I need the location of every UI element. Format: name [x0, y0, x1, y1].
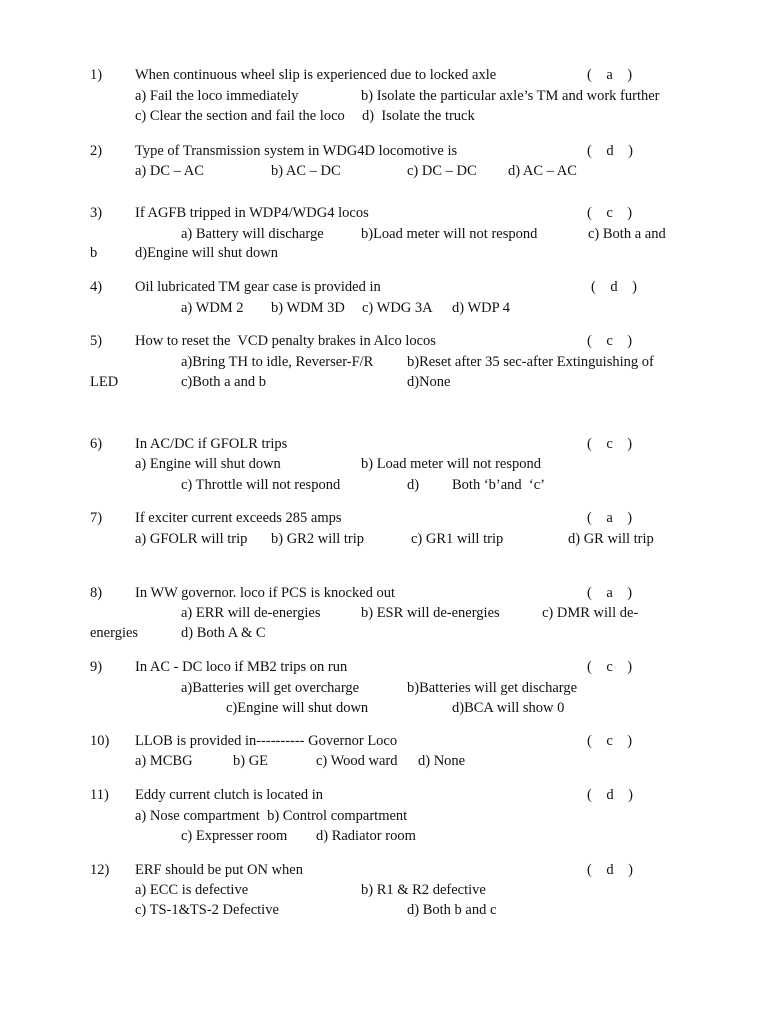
- option-d: d) Both b and c: [407, 902, 497, 918]
- option-a: a) MCBG: [135, 753, 193, 769]
- option-b: b)Reset after 35 sec-after Extinguishing of: [407, 354, 654, 370]
- option-b: b) AC – DC: [271, 163, 341, 179]
- option-b: b) Load meter will not respond: [361, 456, 541, 472]
- answer-key: ( c ): [587, 659, 633, 675]
- option-b: b) R1 & R2 defective: [361, 882, 486, 898]
- question-number: 2): [90, 143, 103, 159]
- option-a: a)Bring TH to idle, Reverser-F/R: [181, 354, 374, 370]
- option-d: d) None: [418, 753, 466, 769]
- option-a: a)Batteries will get overcharge: [181, 680, 360, 696]
- question-number: 10): [90, 733, 110, 749]
- option-b: b)Batteries will get discharge: [407, 680, 578, 696]
- question-number: 7): [90, 510, 103, 526]
- question-text: Type of Transmission system in WDG4D locomotive is: [135, 143, 458, 159]
- option-d: d)None: [407, 374, 451, 390]
- answer-key: ( d ): [591, 279, 637, 295]
- option-c-wrap: energies: [90, 625, 139, 641]
- question-text: In AC - DC loco if MB2 trips on run: [135, 659, 348, 675]
- option-c: c) DC – DC: [407, 163, 477, 179]
- answer-key: ( d ): [587, 787, 633, 803]
- answer-key: ( c ): [587, 733, 633, 749]
- option-c: c)Engine will shut down: [226, 700, 369, 716]
- question-text: LLOB is provided in---------- Governor Loco: [135, 733, 398, 749]
- question-text: Oil lubricated TM gear case is provided in: [135, 279, 381, 295]
- answer-key: ( c ): [587, 436, 633, 452]
- answer-key: ( a ): [587, 67, 633, 83]
- question-number: 4): [90, 279, 103, 295]
- option-c: c) DMR will de-: [542, 605, 639, 621]
- question-text: If exciter current exceeds 285 amps: [135, 510, 342, 526]
- answer-key: ( d ): [587, 862, 633, 878]
- option-c: c) GR1 will trip: [411, 531, 504, 547]
- option-a: a) Engine will shut down: [135, 456, 281, 472]
- answer-key: ( a ): [587, 585, 633, 601]
- question-text: When continuous wheel slip is experienced due to locked axle: [135, 67, 497, 83]
- question-number: 3): [90, 205, 103, 221]
- question-text: If AGFB tripped in WDP4/WDG4 locos: [135, 205, 369, 221]
- question-text: ERF should be put ON when: [135, 862, 303, 878]
- option-c: c) Clear the section and fail the loco: [135, 108, 345, 124]
- option-b-wrap: LED: [90, 374, 119, 390]
- option-d: d)Engine will shut down: [135, 245, 278, 261]
- question-number: 11): [90, 787, 109, 803]
- question-number: 6): [90, 436, 103, 452]
- option-a: a) GFOLR will trip: [135, 531, 248, 547]
- answer-key: ( a ): [587, 510, 633, 526]
- option-a: a) DC – AC: [135, 163, 204, 179]
- question-text: In WW governor. loco if PCS is knocked out: [135, 585, 396, 601]
- option-c-wrap: b: [90, 245, 98, 261]
- option-b: b) GE: [233, 753, 269, 769]
- option-b: b) ESR will de-energies: [361, 605, 500, 621]
- option-d: d) WDP 4: [452, 300, 510, 316]
- option-b: b) Isolate the particular axle’s TM and work further: [361, 88, 660, 104]
- option-c: c) Both a and: [588, 226, 666, 242]
- option-c: c) TS-1&TS-2 Defective: [135, 902, 279, 918]
- question-text: In AC/DC if GFOLR trips: [135, 436, 288, 452]
- option-d: d) GR will trip: [568, 531, 654, 547]
- answer-key: ( c ): [587, 333, 633, 349]
- answer-key: ( d ): [587, 143, 633, 159]
- question-number: 9): [90, 659, 103, 675]
- option-d: d)BCA will show 0: [452, 700, 565, 716]
- option-a: a) Battery will discharge: [181, 226, 324, 242]
- question-number: 8): [90, 585, 103, 601]
- question-number: 1): [90, 67, 103, 83]
- option-c: c) Expresser room: [181, 828, 288, 844]
- option-a: a) WDM 2: [181, 300, 244, 316]
- option-d: d) Radiator room: [316, 828, 416, 844]
- option-c: c) Wood ward: [316, 753, 398, 769]
- option-d: d) Isolate the truck: [362, 108, 475, 124]
- option-d: d) AC – AC: [508, 163, 577, 179]
- option-b: b) GR2 will trip: [271, 531, 365, 547]
- option-a: a) ECC is defective: [135, 882, 249, 898]
- question-number: 5): [90, 333, 103, 349]
- option-b: b) WDM 3D: [271, 300, 345, 316]
- option-a-b: a) Nose compartment b) Control compartment: [135, 808, 408, 824]
- option-b: b)Load meter will not respond: [361, 226, 538, 242]
- option-d: d) Both A & C: [181, 625, 266, 641]
- answer-key: ( c ): [587, 205, 633, 221]
- option-d-label: d): [407, 477, 420, 493]
- option-c: c) WDG 3A: [362, 300, 433, 316]
- option-c: c) Throttle will not respond: [181, 477, 341, 493]
- option-a: a) Fail the loco immediately: [135, 88, 299, 104]
- question-number: 12): [90, 862, 110, 878]
- option-d: Both ‘b’and ‘c’: [452, 477, 546, 493]
- question-text: How to reset the VCD penalty brakes in Alco locos: [135, 333, 436, 349]
- option-c: c)Both a and b: [181, 374, 266, 390]
- question-text: Eddy current clutch is located in: [135, 787, 324, 803]
- option-a: a) ERR will de-energies: [181, 605, 321, 621]
